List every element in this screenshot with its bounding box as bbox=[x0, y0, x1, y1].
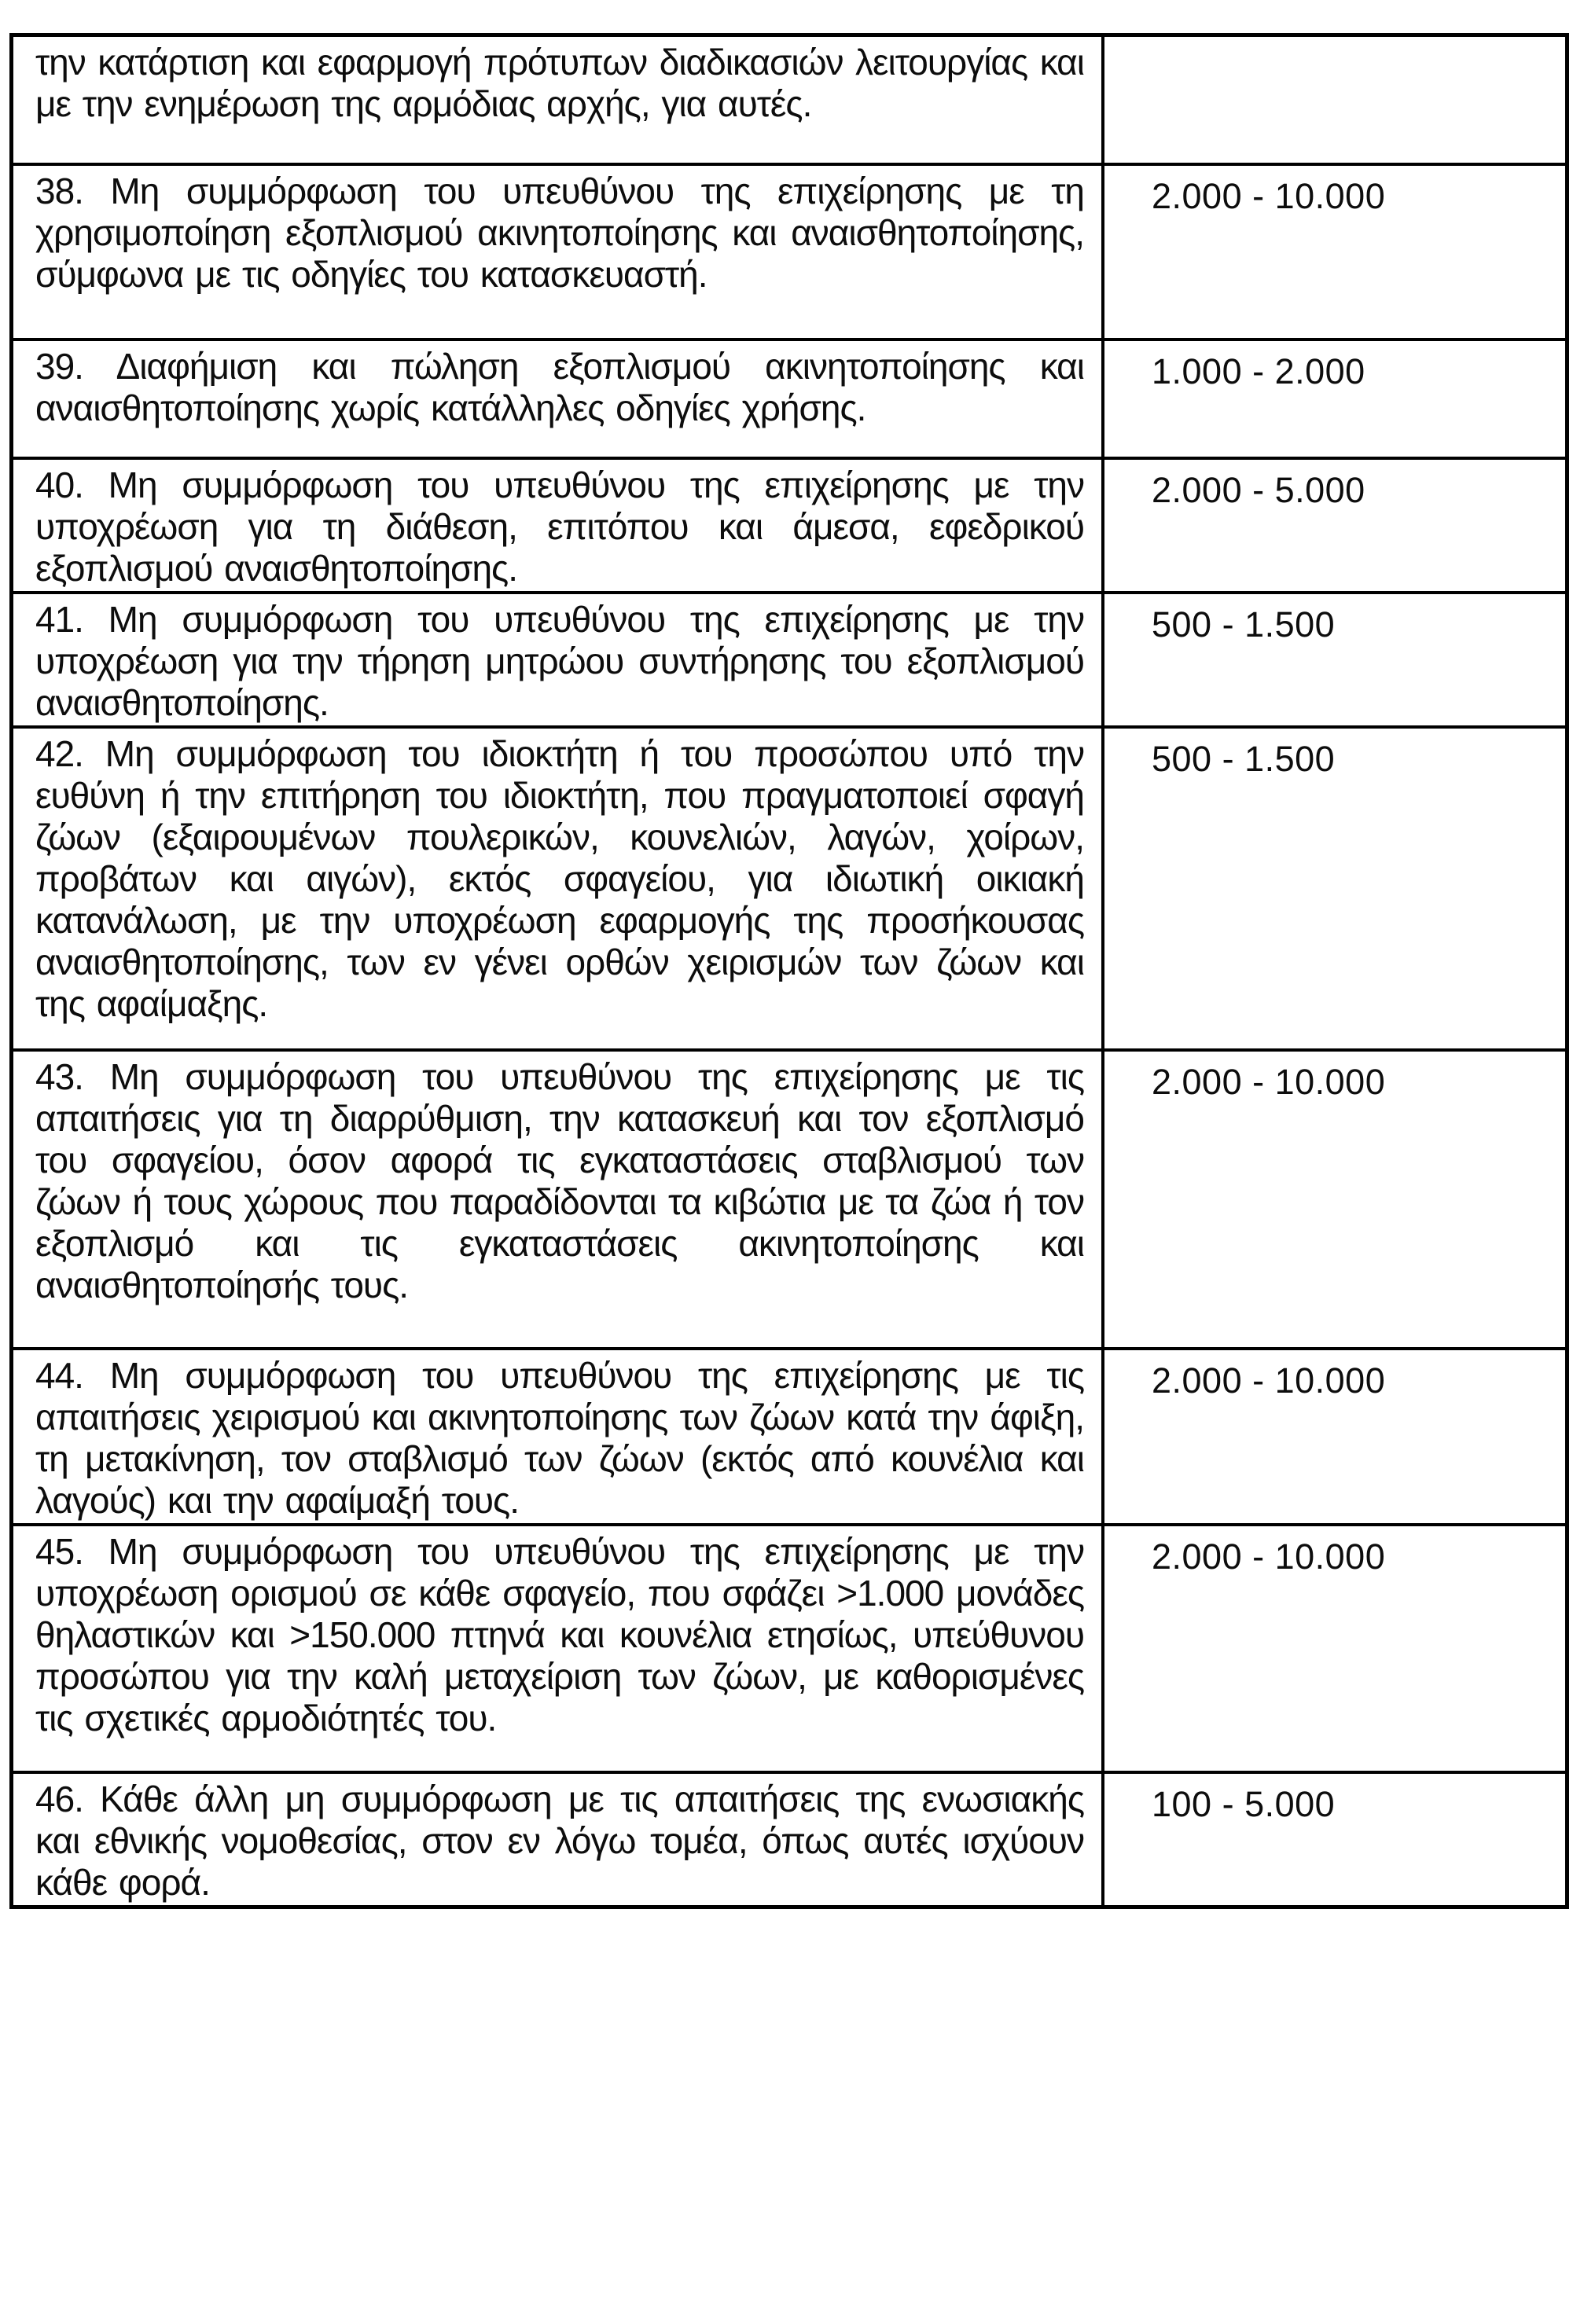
fine-cell: 2.000 - 5.000 bbox=[1152, 470, 1365, 510]
violation-cell: 41. Μη συμμόρφωση του υπευθύνου της επιχείρησης με την υποχρέωση για την τήρηση μητρώου συντήρησης του εξοπλισμού αναισθητοποίησης. bbox=[13, 594, 1104, 725]
violation-cell: 44. Μη συμμόρφωση του υπευθύνου της επιχείρησης με τις απαιτήσεις χειρισμού και ακινητοποίησης των ζώων κατά την άφιξη, τη μετακίνηση, τον σταβλισμό των ζώων (εκτός από κουνέλια και λαγούς) και την αφαίμαξή τους. bbox=[13, 1350, 1104, 1523]
violation-cell: 45. Μη συμμόρφωση του υπευθύνου της επιχείρησης με την υποχρέωση ορισμού σε κάθε σφαγείο, που σφάζει >1.000 μονάδες θηλαστικών και >150.000 πτηνά και κουνέλια ετησίως, υπεύθυνου προσώπου για την καλή μεταχείριση των ζώων, με καθορισμένες τις σχετικές αρμοδιότητές του. bbox=[13, 1526, 1104, 1771]
table-row bbox=[13, 457, 1565, 591]
fine-cell bbox=[1104, 37, 1565, 163]
fine-cell: 2.000 - 10.000 bbox=[1152, 1360, 1386, 1401]
violation-cell: 38. Μη συμμόρφωση του υπευθύνου της επιχείρησης με τη χρησιμοποίηση εξοπλισμού ακινητοποίησης και αναισθητοποίησης, σύμφωνα με τις οδηγίες του κατασκευαστή. bbox=[13, 166, 1104, 338]
violation-cell: 40. Μη συμμόρφωση του υπευθύνου της επιχείρησης με την υποχρέωση για τη διάθεση, επιτόπου και άμεσα, εφεδρικού εξοπλισμού αναισθητοποίησης. bbox=[13, 460, 1104, 591]
violations-fines-table bbox=[9, 33, 1569, 1909]
violation-cell: 39. Διαφήμιση και πώληση εξοπλισμού ακινητοποίησης και αναισθητοποίησης χωρίς κατάλληλες οδηγίες χρήσης. bbox=[13, 341, 1104, 457]
violation-cell: την κατάρτιση και εφαρμογή πρότυπων διαδικασιών λειτουργίας και με την ενημέρωση της αρμόδιας αρχής, για αυτές. bbox=[13, 37, 1104, 163]
fine-cell: 500 - 1.500 bbox=[1152, 604, 1336, 644]
table-row bbox=[13, 1048, 1565, 1347]
fine-cell: 2.000 - 10.000 bbox=[1152, 1062, 1386, 1102]
table-row bbox=[13, 1771, 1565, 1905]
table-row bbox=[13, 1523, 1565, 1771]
fine-cell: 100 - 5.000 bbox=[1152, 1784, 1336, 1824]
table-row bbox=[13, 37, 1565, 163]
table-row bbox=[13, 163, 1565, 338]
table-row bbox=[13, 338, 1565, 457]
table-row bbox=[13, 725, 1565, 1048]
violation-cell: 43. Μη συμμόρφωση του υπευθύνου της επιχείρησης με τις απαιτήσεις για τη διαρρύθμιση, την κατασκευή και τον εξοπλισμό του σφαγείου, όσον αφορά τις εγκαταστάσεις σταβλισμού των ζώων ή τους χώρους που παραδίδονται τα κιβώτια με τα ζώα ή τον εξοπλισμό και τις εγκαταστάσεις ακινητοποίησης και αναισθητοποίησής τους. bbox=[13, 1052, 1104, 1347]
fine-cell: 2.000 - 10.000 bbox=[1152, 176, 1386, 216]
violation-cell: 46. Κάθε άλλη μη συμμόρφωση με τις απαιτήσεις της ενωσιακής και εθνικής νομοθεσίας, στον εν λόγω τομέα, όπως αυτές ισχύουν κάθε φορά. bbox=[13, 1774, 1104, 1905]
table-row bbox=[13, 1347, 1565, 1523]
fine-cell: 500 - 1.500 bbox=[1152, 739, 1336, 779]
violation-cell: 42. Μη συμμόρφωση του ιδιοκτήτη ή του προσώπου υπό την ευθύνη ή την επιτήρηση του ιδιοκτήτη, που πραγματοποιεί σφαγή ζώων (εξαιρουμένων πουλερικών, κουνελιών, λαγών, χοίρων, προβάτων και αιγών), εκτός σφαγείου, για ιδιωτική οικιακή κατανάλωση, με την υποχρέωση εφαρμογής της προσήκουσας αναισθητοποίησης, των εν γένει ορθών χειρισμών των ζώων και της αφαίμαξης. bbox=[13, 729, 1104, 1048]
fine-cell: 1.000 - 2.000 bbox=[1152, 351, 1365, 391]
table-row bbox=[13, 591, 1565, 725]
fine-cell: 2.000 - 10.000 bbox=[1152, 1536, 1386, 1577]
